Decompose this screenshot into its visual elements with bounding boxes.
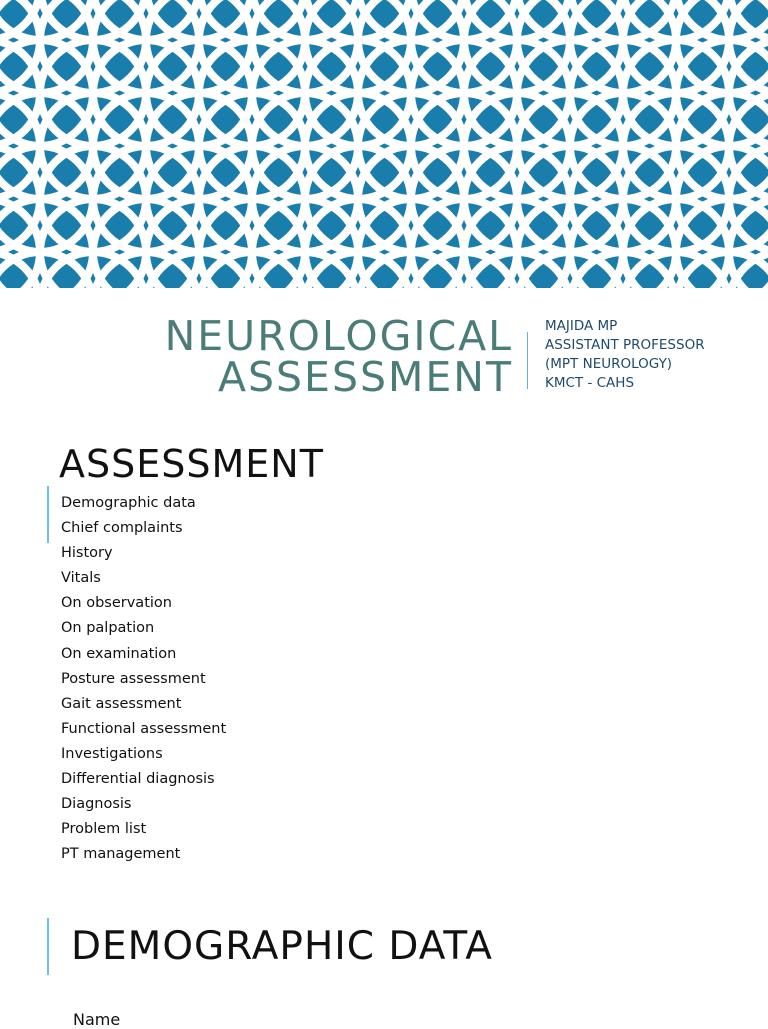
- list-item: Demographic data: [61, 495, 196, 511]
- list-item: Posture assessment: [61, 670, 206, 687]
- list-item: Functional assessment: [61, 720, 227, 737]
- demographic-accent-bar: [47, 918, 49, 975]
- author-info: [545, 317, 705, 393]
- list-item: On palpation: [61, 620, 155, 637]
- list-item: Problem list: [61, 821, 147, 838]
- assessment-topic-list: [61, 491, 226, 867]
- list-item: PT management: [61, 846, 181, 863]
- list-item: Vitals: [61, 570, 101, 587]
- list-item: Investigations: [61, 745, 163, 762]
- presentation-title: [0, 312, 513, 401]
- author-institution: KMCT - CAHS: [545, 375, 635, 391]
- author-name: MAJIDA MP: [545, 318, 618, 334]
- list-accent-bar: [47, 486, 49, 543]
- list-item: On observation: [61, 595, 172, 612]
- decorative-pattern-banner: [0, 0, 768, 288]
- list-item: Gait assessment: [61, 695, 182, 712]
- list-item: Chief complaints: [61, 520, 183, 537]
- title-divider: [527, 332, 528, 389]
- circle-pattern-icon: [0, 0, 768, 288]
- author-qualification: (MPT NEUROLOGY): [545, 356, 673, 372]
- list-item: Differential diagnosis: [61, 771, 215, 788]
- assessment-heading: ASSESSMENT: [59, 442, 324, 486]
- list-item: Diagnosis: [61, 796, 132, 813]
- list-item: On examination: [61, 645, 177, 662]
- title-line-1: NEUROLOGICAL: [164, 312, 513, 360]
- demographic-field-name: Name: [73, 1010, 121, 1029]
- title-line-2: ASSESSMENT: [217, 353, 513, 401]
- demographic-heading: DEMOGRAPHIC DATA: [71, 924, 493, 969]
- list-item: History: [61, 545, 113, 562]
- author-role: ASSISTANT PROFESSOR: [545, 337, 705, 353]
